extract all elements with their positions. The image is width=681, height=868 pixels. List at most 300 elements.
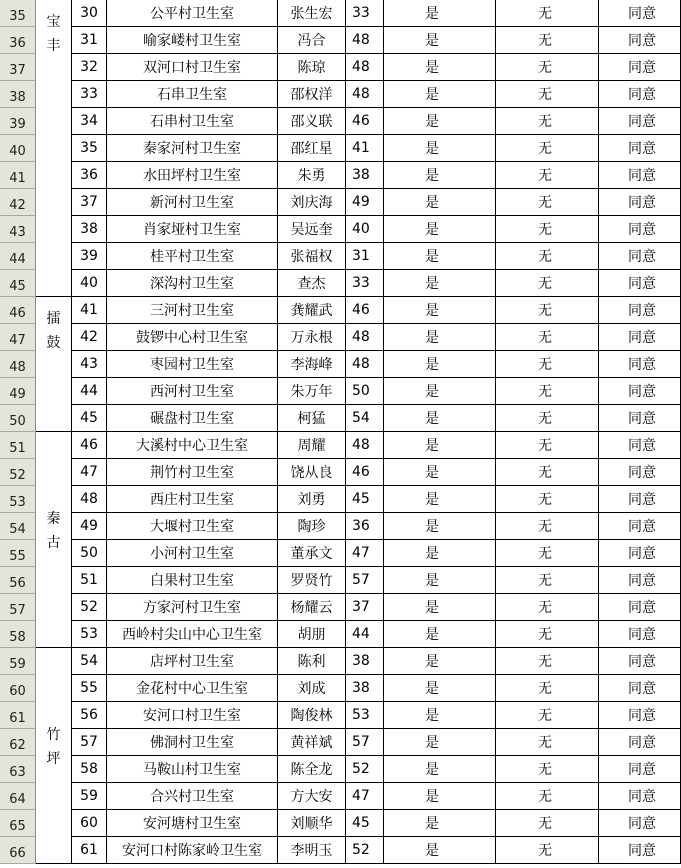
violation-cell[interactable]: 无 — [496, 810, 599, 837]
person-name-cell[interactable]: 柯猛 — [278, 405, 346, 432]
qualified-cell[interactable]: 是 — [384, 540, 496, 567]
table-row — [0, 621, 681, 648]
serial-number-cell[interactable]: 46 — [72, 432, 107, 459]
age-cell[interactable]: 48 — [346, 324, 384, 351]
town-name-char: 坪 — [46, 751, 61, 767]
age-cell[interactable]: 41 — [346, 135, 384, 162]
table-row — [0, 756, 681, 783]
opinion-cell[interactable]: 同意 — [599, 621, 681, 648]
table-row — [0, 324, 681, 351]
opinion-cell[interactable]: 同意 — [599, 0, 681, 27]
age-cell[interactable]: 48 — [346, 81, 384, 108]
clinic-name-cell[interactable]: 秦家河村卫生室 — [107, 135, 278, 162]
violation-cell[interactable]: 无 — [496, 405, 599, 432]
violation-cell[interactable]: 无 — [496, 567, 599, 594]
row-header[interactable]: 53 — [0, 486, 36, 513]
age-cell[interactable]: 48 — [346, 432, 384, 459]
serial-number-cell[interactable]: 37 — [72, 189, 107, 216]
person-name-cell[interactable]: 刘成 — [278, 675, 346, 702]
clinic-name-cell[interactable]: 西庄村卫生室 — [107, 486, 278, 513]
row-header[interactable]: 38 — [0, 81, 36, 108]
person-name-cell[interactable]: 朱万年 — [278, 378, 346, 405]
opinion-cell[interactable]: 同意 — [599, 648, 681, 675]
person-name-cell[interactable]: 胡朋 — [278, 621, 346, 648]
qualified-cell[interactable]: 是 — [384, 297, 496, 324]
clinic-name-cell[interactable]: 方家河村卫生室 — [107, 594, 278, 621]
row-header[interactable]: 50 — [0, 405, 36, 432]
town-name-char: 擂 — [46, 311, 61, 327]
person-name-cell[interactable]: 刘勇 — [278, 486, 346, 513]
age-cell[interactable]: 47 — [346, 783, 384, 810]
violation-cell[interactable]: 无 — [496, 432, 599, 459]
person-name-cell[interactable]: 罗贤竹 — [278, 567, 346, 594]
table-row — [0, 810, 681, 837]
violation-cell[interactable]: 无 — [496, 594, 599, 621]
clinic-name-cell[interactable]: 西岭村尖山中心卫生室 — [107, 621, 278, 648]
age-cell[interactable]: 48 — [346, 54, 384, 81]
serial-number-cell[interactable]: 30 — [72, 0, 107, 27]
opinion-cell[interactable]: 同意 — [599, 243, 681, 270]
person-name-cell[interactable]: 邵红星 — [278, 135, 346, 162]
serial-number-cell[interactable]: 34 — [72, 108, 107, 135]
age-cell[interactable]: 47 — [346, 540, 384, 567]
opinion-cell[interactable]: 同意 — [599, 837, 681, 864]
violation-cell[interactable]: 无 — [496, 108, 599, 135]
serial-number-cell[interactable]: 47 — [72, 459, 107, 486]
row-header[interactable]: 39 — [0, 108, 36, 135]
person-name-cell[interactable]: 李海峰 — [278, 351, 346, 378]
qualified-cell[interactable]: 是 — [384, 810, 496, 837]
clinic-name-cell[interactable]: 公平村卫生室 — [107, 0, 278, 27]
person-name-cell[interactable]: 陈全龙 — [278, 756, 346, 783]
clinic-name-cell[interactable]: 合兴村卫生室 — [107, 783, 278, 810]
row-header[interactable]: 59 — [0, 648, 36, 675]
table-row — [0, 351, 681, 378]
table-row — [0, 729, 681, 756]
person-name-cell[interactable]: 陶俊林 — [278, 702, 346, 729]
clinic-name-cell[interactable]: 三河村卫生室 — [107, 297, 278, 324]
row-header[interactable]: 47 — [0, 324, 36, 351]
violation-cell[interactable]: 无 — [496, 702, 599, 729]
age-cell[interactable]: 31 — [346, 243, 384, 270]
age-cell[interactable]: 54 — [346, 405, 384, 432]
qualified-cell[interactable]: 是 — [384, 594, 496, 621]
person-name-cell[interactable]: 方大安 — [278, 783, 346, 810]
opinion-cell[interactable]: 同意 — [599, 432, 681, 459]
person-name-cell[interactable]: 陈利 — [278, 648, 346, 675]
age-cell[interactable]: 46 — [346, 297, 384, 324]
row-header[interactable]: 42 — [0, 189, 36, 216]
age-cell[interactable]: 40 — [346, 216, 384, 243]
clinic-name-cell[interactable]: 西河村卫生室 — [107, 378, 278, 405]
violation-cell[interactable]: 无 — [496, 756, 599, 783]
violation-cell[interactable]: 无 — [496, 135, 599, 162]
town-cell[interactable] — [36, 0, 72, 297]
clinic-name-cell[interactable]: 鼓锣中心村卫生室 — [107, 324, 278, 351]
qualified-cell[interactable]: 是 — [384, 783, 496, 810]
qualified-cell[interactable]: 是 — [384, 378, 496, 405]
town-name-char: 竹 — [46, 727, 61, 743]
opinion-cell[interactable]: 同意 — [599, 270, 681, 297]
violation-cell[interactable]: 无 — [496, 81, 599, 108]
serial-number-cell[interactable]: 40 — [72, 270, 107, 297]
person-name-cell[interactable]: 张生宏 — [278, 0, 346, 27]
age-cell[interactable]: 45 — [346, 486, 384, 513]
violation-cell[interactable]: 无 — [496, 189, 599, 216]
opinion-cell[interactable]: 同意 — [599, 756, 681, 783]
opinion-cell[interactable]: 同意 — [599, 27, 681, 54]
age-cell[interactable]: 52 — [346, 756, 384, 783]
serial-number-cell[interactable]: 51 — [72, 567, 107, 594]
person-name-cell[interactable]: 邵权洋 — [278, 81, 346, 108]
serial-number-cell[interactable]: 52 — [72, 594, 107, 621]
table-row — [0, 216, 681, 243]
opinion-cell[interactable]: 同意 — [599, 513, 681, 540]
violation-cell[interactable]: 无 — [496, 675, 599, 702]
clinic-name-cell[interactable]: 桂平村卫生室 — [107, 243, 278, 270]
row-header[interactable]: 57 — [0, 594, 36, 621]
opinion-cell[interactable]: 同意 — [599, 567, 681, 594]
serial-number-cell[interactable]: 43 — [72, 351, 107, 378]
qualified-cell[interactable]: 是 — [384, 702, 496, 729]
violation-cell[interactable]: 无 — [496, 648, 599, 675]
qualified-cell[interactable]: 是 — [384, 81, 496, 108]
person-name-cell[interactable]: 刘顺华 — [278, 810, 346, 837]
clinic-name-cell[interactable]: 水田坪村卫生室 — [107, 162, 278, 189]
serial-number-cell[interactable]: 42 — [72, 324, 107, 351]
person-name-cell[interactable]: 龚耀武 — [278, 297, 346, 324]
violation-cell[interactable]: 无 — [496, 459, 599, 486]
table-row — [0, 0, 681, 27]
violation-cell[interactable]: 无 — [496, 351, 599, 378]
person-name-cell[interactable]: 邵义联 — [278, 108, 346, 135]
person-name-cell[interactable]: 张福权 — [278, 243, 346, 270]
violation-cell[interactable]: 无 — [496, 378, 599, 405]
town-cell[interactable] — [36, 648, 72, 864]
age-cell[interactable]: 46 — [346, 459, 384, 486]
table-row — [0, 378, 681, 405]
clinic-name-cell[interactable]: 喻家嵝村卫生室 — [107, 27, 278, 54]
town-cell[interactable] — [36, 432, 72, 648]
qualified-cell[interactable]: 是 — [384, 621, 496, 648]
person-name-cell[interactable]: 杨耀云 — [278, 594, 346, 621]
clinic-name-cell[interactable]: 大溪村中心卫生室 — [107, 432, 278, 459]
opinion-cell[interactable]: 同意 — [599, 702, 681, 729]
clinic-name-cell[interactable]: 金花村中心卫生室 — [107, 675, 278, 702]
opinion-cell[interactable]: 同意 — [599, 378, 681, 405]
opinion-cell[interactable]: 同意 — [599, 459, 681, 486]
row-header[interactable]: 62 — [0, 729, 36, 756]
row-header[interactable]: 43 — [0, 216, 36, 243]
clinic-name-cell[interactable]: 马鞍山村卫生室 — [107, 756, 278, 783]
qualified-cell[interactable]: 是 — [384, 243, 496, 270]
table-row — [0, 432, 681, 459]
violation-cell[interactable]: 无 — [496, 621, 599, 648]
serial-number-cell[interactable]: 53 — [72, 621, 107, 648]
qualified-cell[interactable]: 是 — [384, 513, 496, 540]
row-header[interactable]: 58 — [0, 621, 36, 648]
table-row — [0, 270, 681, 297]
opinion-cell[interactable]: 同意 — [599, 594, 681, 621]
person-name-cell[interactable]: 万永根 — [278, 324, 346, 351]
clinic-name-cell[interactable]: 安河塘村卫生室 — [107, 810, 278, 837]
serial-number-cell[interactable]: 57 — [72, 729, 107, 756]
opinion-cell[interactable]: 同意 — [599, 351, 681, 378]
person-name-cell[interactable]: 冯合 — [278, 27, 346, 54]
age-cell[interactable]: 45 — [346, 810, 384, 837]
clinic-name-cell[interactable]: 深沟村卫生室 — [107, 270, 278, 297]
row-header[interactable]: 60 — [0, 675, 36, 702]
table-row — [0, 81, 681, 108]
opinion-cell[interactable]: 同意 — [599, 108, 681, 135]
opinion-cell[interactable]: 同意 — [599, 324, 681, 351]
qualified-cell[interactable]: 是 — [384, 324, 496, 351]
row-header[interactable]: 65 — [0, 810, 36, 837]
violation-cell[interactable]: 无 — [496, 27, 599, 54]
qualified-cell[interactable]: 是 — [384, 567, 496, 594]
serial-number-cell[interactable]: 61 — [72, 837, 107, 864]
clinic-name-cell[interactable]: 佛洞村卫生室 — [107, 729, 278, 756]
clinic-name-cell[interactable]: 小河村卫生室 — [107, 540, 278, 567]
qualified-cell[interactable]: 是 — [384, 405, 496, 432]
row-header[interactable]: 46 — [0, 297, 36, 324]
table-row — [0, 54, 681, 81]
serial-number-cell[interactable]: 36 — [72, 162, 107, 189]
violation-cell[interactable]: 无 — [496, 837, 599, 864]
age-cell[interactable]: 33 — [346, 0, 384, 27]
table-row — [0, 594, 681, 621]
row-header[interactable]: 36 — [0, 27, 36, 54]
row-header[interactable]: 45 — [0, 270, 36, 297]
qualified-cell[interactable]: 是 — [384, 432, 496, 459]
serial-number-cell[interactable]: 55 — [72, 675, 107, 702]
qualified-cell[interactable]: 是 — [384, 108, 496, 135]
violation-cell[interactable]: 无 — [496, 243, 599, 270]
table-row — [0, 405, 681, 432]
row-header[interactable]: 56 — [0, 567, 36, 594]
violation-cell[interactable]: 无 — [496, 324, 599, 351]
serial-number-cell[interactable]: 58 — [72, 756, 107, 783]
row-header[interactable]: 37 — [0, 54, 36, 81]
violation-cell[interactable]: 无 — [496, 729, 599, 756]
row-header[interactable]: 49 — [0, 378, 36, 405]
age-cell[interactable]: 49 — [346, 189, 384, 216]
opinion-cell[interactable]: 同意 — [599, 486, 681, 513]
serial-number-cell[interactable]: 56 — [72, 702, 107, 729]
row-header[interactable]: 51 — [0, 432, 36, 459]
opinion-cell[interactable]: 同意 — [599, 540, 681, 567]
person-name-cell[interactable]: 查杰 — [278, 270, 346, 297]
clinic-name-cell[interactable]: 店坪村卫生室 — [107, 648, 278, 675]
person-name-cell[interactable]: 陶珍 — [278, 513, 346, 540]
age-cell[interactable]: 57 — [346, 729, 384, 756]
age-cell[interactable]: 38 — [346, 648, 384, 675]
violation-cell[interactable]: 无 — [496, 54, 599, 81]
person-name-cell[interactable]: 李明玉 — [278, 837, 346, 864]
row-header[interactable]: 61 — [0, 702, 36, 729]
opinion-cell[interactable]: 同意 — [599, 189, 681, 216]
qualified-cell[interactable]: 是 — [384, 459, 496, 486]
table-row — [0, 243, 681, 270]
person-name-cell[interactable]: 饶从良 — [278, 459, 346, 486]
serial-number-cell[interactable]: 45 — [72, 405, 107, 432]
qualified-cell[interactable]: 是 — [384, 270, 496, 297]
violation-cell[interactable]: 无 — [496, 0, 599, 27]
row-header[interactable]: 40 — [0, 135, 36, 162]
row-header[interactable]: 64 — [0, 783, 36, 810]
age-cell[interactable]: 52 — [346, 837, 384, 864]
qualified-cell[interactable]: 是 — [384, 0, 496, 27]
clinic-name-cell[interactable]: 大堰村卫生室 — [107, 513, 278, 540]
serial-number-cell[interactable]: 54 — [72, 648, 107, 675]
violation-cell[interactable]: 无 — [496, 540, 599, 567]
table-row — [0, 162, 681, 189]
qualified-cell[interactable]: 是 — [384, 837, 496, 864]
opinion-cell[interactable]: 同意 — [599, 810, 681, 837]
row-header[interactable]: 48 — [0, 351, 36, 378]
table-row — [0, 783, 681, 810]
table-row — [0, 189, 681, 216]
person-name-cell[interactable]: 朱勇 — [278, 162, 346, 189]
table-row — [0, 675, 681, 702]
clinic-name-cell[interactable]: 新河村卫生室 — [107, 189, 278, 216]
town-name-char: 丰 — [46, 38, 61, 54]
person-name-cell[interactable]: 周耀 — [278, 432, 346, 459]
clinic-name-cell[interactable]: 枣园村卫生室 — [107, 351, 278, 378]
violation-cell[interactable]: 无 — [496, 270, 599, 297]
age-cell[interactable]: 48 — [346, 27, 384, 54]
age-cell[interactable]: 57 — [346, 567, 384, 594]
age-cell[interactable]: 37 — [346, 594, 384, 621]
table-row — [0, 459, 681, 486]
opinion-cell[interactable]: 同意 — [599, 297, 681, 324]
clinic-name-cell[interactable]: 碾盘村卫生室 — [107, 405, 278, 432]
person-name-cell[interactable]: 董承文 — [278, 540, 346, 567]
table-row — [0, 837, 681, 864]
row-header[interactable]: 41 — [0, 162, 36, 189]
violation-cell[interactable]: 无 — [496, 297, 599, 324]
table-row — [0, 513, 681, 540]
serial-number-cell[interactable]: 33 — [72, 81, 107, 108]
town-cell[interactable] — [36, 297, 72, 432]
violation-cell[interactable]: 无 — [496, 783, 599, 810]
town-name-char: 鼓 — [46, 335, 61, 351]
row-header[interactable]: 52 — [0, 459, 36, 486]
serial-number-cell[interactable]: 35 — [72, 135, 107, 162]
age-cell[interactable]: 33 — [346, 270, 384, 297]
violation-cell[interactable]: 无 — [496, 216, 599, 243]
qualified-cell[interactable]: 是 — [384, 135, 496, 162]
clinic-name-cell[interactable]: 安河口村卫生室 — [107, 702, 278, 729]
row-header[interactable]: 63 — [0, 756, 36, 783]
serial-number-cell[interactable]: 39 — [72, 243, 107, 270]
qualified-cell[interactable]: 是 — [384, 648, 496, 675]
opinion-cell[interactable]: 同意 — [599, 783, 681, 810]
person-name-cell[interactable]: 吴远奎 — [278, 216, 346, 243]
qualified-cell[interactable]: 是 — [384, 162, 496, 189]
serial-number-cell[interactable]: 38 — [72, 216, 107, 243]
serial-number-cell[interactable]: 31 — [72, 27, 107, 54]
clinic-name-cell[interactable]: 石串卫生室 — [107, 81, 278, 108]
row-header[interactable]: 55 — [0, 540, 36, 567]
serial-number-cell[interactable]: 44 — [72, 378, 107, 405]
table-row — [0, 648, 681, 675]
violation-cell[interactable]: 无 — [496, 162, 599, 189]
serial-number-cell[interactable]: 48 — [72, 486, 107, 513]
table-row — [0, 297, 681, 324]
clinic-name-cell[interactable]: 肖家垭村卫生室 — [107, 216, 278, 243]
age-cell[interactable]: 44 — [346, 621, 384, 648]
clinic-name-cell[interactable]: 安河口村陈家岭卫生室 — [107, 837, 278, 864]
town-name-char: 秦 — [46, 511, 61, 527]
qualified-cell[interactable]: 是 — [384, 189, 496, 216]
opinion-cell[interactable]: 同意 — [599, 135, 681, 162]
age-cell[interactable]: 50 — [346, 378, 384, 405]
clinic-name-cell[interactable]: 双河口村卫生室 — [107, 54, 278, 81]
age-cell[interactable]: 48 — [346, 351, 384, 378]
opinion-cell[interactable]: 同意 — [599, 216, 681, 243]
row-header[interactable]: 66 — [0, 837, 36, 864]
qualified-cell[interactable]: 是 — [384, 729, 496, 756]
serial-number-cell[interactable]: 60 — [72, 810, 107, 837]
qualified-cell[interactable]: 是 — [384, 27, 496, 54]
table-row — [0, 702, 681, 729]
qualified-cell[interactable]: 是 — [384, 486, 496, 513]
table-row — [0, 486, 681, 513]
person-name-cell[interactable]: 刘庆海 — [278, 189, 346, 216]
opinion-cell[interactable]: 同意 — [599, 54, 681, 81]
age-cell[interactable]: 53 — [346, 702, 384, 729]
violation-cell[interactable]: 无 — [496, 513, 599, 540]
qualified-cell[interactable]: 是 — [384, 351, 496, 378]
clinic-name-cell[interactable]: 石串村卫生室 — [107, 108, 278, 135]
serial-number-cell[interactable]: 50 — [72, 540, 107, 567]
row-header[interactable]: 35 — [0, 0, 36, 27]
opinion-cell[interactable]: 同意 — [599, 405, 681, 432]
person-name-cell[interactable]: 陈琼 — [278, 54, 346, 81]
town-name-char: 古 — [46, 535, 61, 551]
opinion-cell[interactable]: 同意 — [599, 81, 681, 108]
age-cell[interactable]: 46 — [346, 108, 384, 135]
serial-number-cell[interactable]: 49 — [72, 513, 107, 540]
qualified-cell[interactable]: 是 — [384, 216, 496, 243]
opinion-cell[interactable]: 同意 — [599, 162, 681, 189]
clinic-name-cell[interactable]: 荆竹村卫生室 — [107, 459, 278, 486]
opinion-cell[interactable]: 同意 — [599, 675, 681, 702]
age-cell[interactable]: 36 — [346, 513, 384, 540]
table-row — [0, 567, 681, 594]
table-row — [0, 540, 681, 567]
qualified-cell[interactable]: 是 — [384, 756, 496, 783]
opinion-cell[interactable]: 同意 — [599, 729, 681, 756]
row-header[interactable]: 44 — [0, 243, 36, 270]
row-header[interactable]: 54 — [0, 513, 36, 540]
table-row — [0, 27, 681, 54]
table-row — [0, 108, 681, 135]
serial-number-cell[interactable]: 59 — [72, 783, 107, 810]
qualified-cell[interactable]: 是 — [384, 54, 496, 81]
person-name-cell[interactable]: 黄祥斌 — [278, 729, 346, 756]
age-cell[interactable]: 38 — [346, 162, 384, 189]
town-name-char: 宝 — [46, 14, 61, 30]
serial-number-cell[interactable]: 32 — [72, 54, 107, 81]
table-row — [0, 135, 681, 162]
age-cell[interactable]: 38 — [346, 675, 384, 702]
violation-cell[interactable]: 无 — [496, 486, 599, 513]
clinic-name-cell[interactable]: 白果村卫生室 — [107, 567, 278, 594]
qualified-cell[interactable]: 是 — [384, 675, 496, 702]
serial-number-cell[interactable]: 41 — [72, 297, 107, 324]
